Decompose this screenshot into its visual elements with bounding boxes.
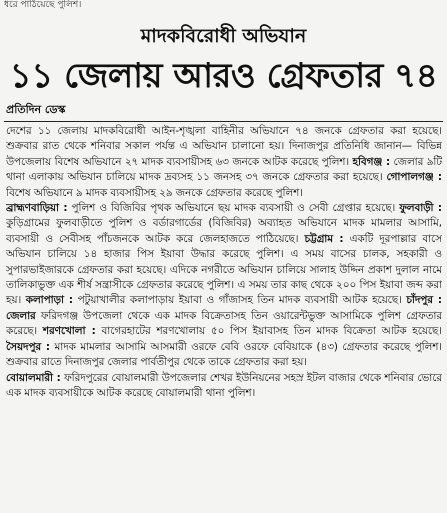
article-headline: ১১ জেলায় আরও গ্রেফতার ৭৪ — [9, 56, 438, 96]
dateline-label: গোপালগঞ্জ : — [386, 171, 442, 184]
paragraph-text: ফরিদগঞ্জ উপজেলা থেকে এক মাদক বিক্রেতাসহ তিন ওয়ারেন্টভুক্ত আসামিকে পুলিশ গ্রেফতার করেছে। — [6, 309, 442, 338]
paragraph-text: একটি দূরপাল্লার বাসে অভিযান চালিয়ে ১৪ হাজার পিস ইয়াবা উদ্ধার করেছে পুলিশ। এ সময় বাসের চালক, সহকারী ও সুপারভাইজারকে গ্রেফতার করা হয়েছে। এদিকে নগরীতে অভিযান চালিয়ে সালাহ উদ্দিন প্রকাশ দুলাল নামে তালিকাভুক্ত এক শীর্ষ সন্ত্রাসীকে গ্রেফতার করেছে পুলিশ। এ সময় তার কাছ থেকে ২০০ পিস ইয়াবা জব্দ করা হয়। — [6, 232, 442, 307]
paragraph-text: দেশের ১১ জেলায় মাদকবিরোধী আইন-শৃঙ্খলা বাহিনীর অভিযানে ৭৪ জনকে গ্রেফতার করা হয়েছে। শুক্রবার রাত থেকে শনিবার সকাল পর্যন্ত এ অভিযান চালানো হয়। দিনাজপুর প্রতিনিধি জানান— বিভিন্ন উপজেলায় বিশেষ অভিযানে ২৭ মাদক ব্যবসায়ীসহ ৬৩ জনকে আটক করেছে পুলিশ। — [6, 125, 442, 168]
dateline-label: চট্টগ্রাম : — [304, 232, 344, 245]
paragraph-text: পুলিশ ও বিজিবির পৃথক অভিযানে ছয় মাদক ব্যবসায়ী ও সেবী গ্রেপ্তার হয়েছে। — [67, 202, 400, 215]
previous-article-fragment: ধরে পাঠিয়েছে পুলিশ। — [4, 0, 82, 10]
paragraph-text: জেলার ৯টি থানা এলাকায় অভিযান চালিয়ে মাদক দ্রব্যসহ ১১ জনসহ ৩৭ জনকে গ্রেফতার করা হয়েছে। — [6, 155, 442, 184]
dateline-label: বোয়ালমারী : — [6, 371, 61, 384]
paragraph-text: বিশেষ অভিযানে ৯ মাদক ব্যবসায়ীসহ ২৯ জনকে গ্রেফতার করেছে পুলিশ। — [6, 186, 303, 199]
dateline-label: ব্রাহ্মণবাড়িয়া : — [6, 202, 68, 215]
dateline-label: শরণখোলা : — [42, 325, 96, 338]
paragraph-text: মাদক মামলার আসামি আসমারী ওরফে বেবি ওরফে বেবিয়াকে (৪৩) গ্রেফতার করেছে পুলিশ। শুক্রবার রাতে দিনাজপুর জেলার পার্বতীপুর থেকে তাকে গ্রেফতার করা হয়। — [6, 340, 442, 369]
paragraph-text: পটুয়াখালীর কলাপাড়ায় ইয়াবা ও গাঁজাসহ তিন মাদক ব্যবসায়ী আটক হয়েছে। — [73, 294, 407, 307]
paragraph-text: বাগেরহাটের শরণখোলায় ৫০ পিস ইয়াবাসহ তিন মাদক বিক্রেতা আটক হয়েছে। — [95, 325, 442, 338]
byline-divider — [4, 121, 443, 122]
article-paragraph — [6, 201, 442, 370]
article-byline: প্রতিদিন ডেস্ক — [6, 103, 66, 116]
dateline-label: ফুলবাড়ী : — [399, 202, 442, 215]
dateline-label: সৈয়দপুর : — [6, 340, 51, 353]
dateline-label: চাঁদপুর : — [406, 294, 442, 307]
article-paragraph — [6, 124, 442, 201]
dateline-label: জেলার — [6, 309, 36, 322]
paragraph-text: কুড়িগ্রামের ফুলবাড়ীতে পুলিশ ও বর্ডারগার্ডের (বিজিবির) অব্যাহত অভিযানে মাদক মামলার আসামি, ব্যবসায়ী ও সেবীসহ পাঁচজনকে আটক করে জেলহাজতে পাঠিয়েছে। — [6, 217, 442, 245]
article-kicker: মাদকবিরোধী অভিযান — [140, 25, 307, 47]
dateline-label: হবিগঞ্জ : — [352, 155, 391, 168]
article-paragraph — [6, 371, 442, 402]
article-body — [6, 124, 442, 510]
paragraph-text: ফরিদপুরের বোয়ালমারী উপজেলার শেখর ইউনিয়নের সহস্র ইটল বাজার থেকে শনিবার ভোরে এক মাদক ব্যবসায়ীকে আটক করেছে বোয়ালমারী থানা পুলিশ। — [6, 371, 442, 399]
dateline-label: কলাপাড়া : — [25, 294, 73, 307]
